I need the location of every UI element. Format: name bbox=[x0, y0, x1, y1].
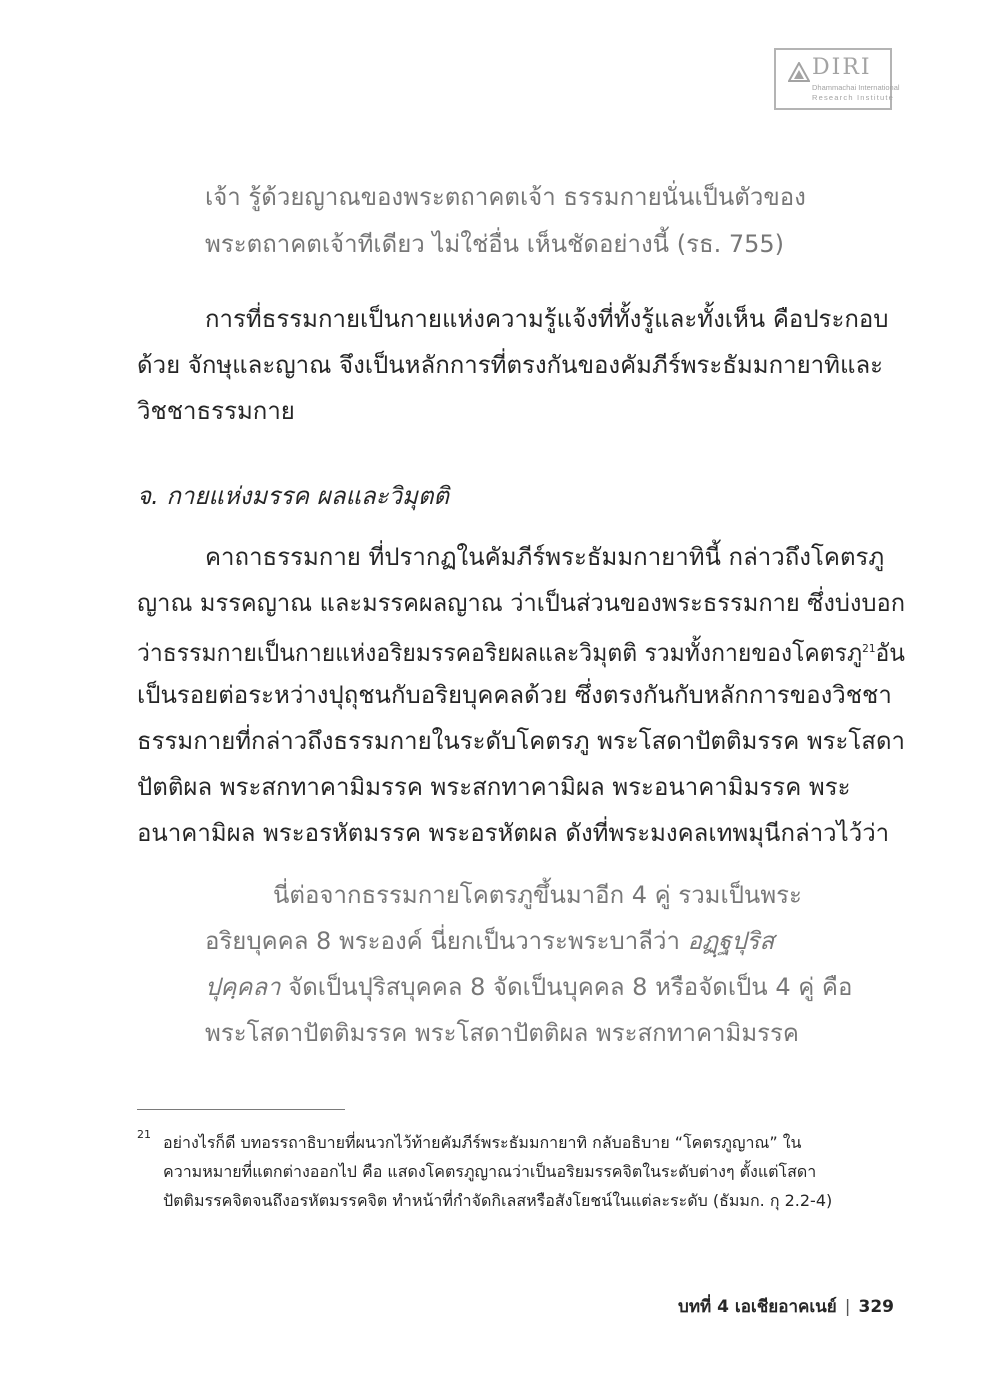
pali-term-1: อฏฺฐปุริส bbox=[687, 927, 775, 955]
page-number: 329 bbox=[858, 1297, 894, 1317]
triangle-logo-icon bbox=[788, 62, 810, 82]
page-footer bbox=[678, 1293, 894, 1320]
quote1-line-1: เจ้า รู้ด้วยญาณของพระตถาคตเจ้า ธรรมกายนั่นเป็นตัวของ bbox=[205, 183, 806, 211]
footnote-separator bbox=[137, 1109, 345, 1110]
footnote-line-2: ความหมายที่แตกต่างออกไป คือ แสดงโคตรภูญาณว่าเป็นอริยมรรคจิตในระดับต่างๆ ตั้งแต่โสดา bbox=[163, 1162, 817, 1181]
para2-line-1: คาถาธรรมกาย ที่ปรากฏในคัมภีร์พระธัมมกายาทินี้ กล่าวถึงโคตรภู bbox=[205, 543, 885, 571]
quote2-line-3 bbox=[205, 970, 852, 1004]
quote2-line-2-text: อริยบุคคล 8 พระองค์ นี่ยกเป็นวาระพระบาลีว่า bbox=[205, 927, 688, 955]
para1-line-1: การที่ธรรมกายเป็นกายแห่งความรู้แจ้งที่ทั้งรู้และทั้งเห็น คือประกอบ bbox=[205, 305, 889, 333]
quote2-line-4: พระโสดาปัตติมรรค พระโสดาปัตติผล พระสกทาคามิมรรค bbox=[205, 1019, 799, 1047]
section-heading: จ. กายแห่งมรรค ผลและวิมุตติ bbox=[137, 482, 449, 510]
para2-line-3 bbox=[137, 632, 905, 670]
para2-line-6: ปัตติผล พระสกทาคามิมรรค พระสกทาคามิผล พระอนาคามิมรรค พระ bbox=[137, 773, 851, 801]
diri-logo bbox=[774, 48, 900, 110]
footnote-line-1: อย่างไรก็ดี บทอรรถาธิบายที่ผนวกไว้ท้ายคัมภีร์พระธัมมกายาทิ กลับอธิบาย “โคตรภูญาณ” ใน bbox=[163, 1133, 802, 1152]
para1-line-3: วิชชาธรรมกาย bbox=[137, 397, 295, 425]
quote2-line-1: นี่ต่อจากธรรมกายโคตรภูขึ้นมาอีก 4 คู่ รวมเป็นพระ bbox=[273, 881, 802, 909]
quote2-line-3-text: จัดเป็นปุริสบุคคล 8 จัดเป็นบุคคล 8 หรือจัดเป็น 4 คู่ คือ bbox=[280, 973, 853, 1001]
para2-line-5: ธรรมกายที่กล่าวถึงธรรมกายในระดับโคตรภู พระโสดาปัตติมรรค พระโสดา bbox=[137, 727, 905, 755]
logo-name: DIRI bbox=[812, 55, 872, 80]
quote2-line-2 bbox=[205, 924, 774, 958]
para2-line-3-end: อัน bbox=[875, 639, 906, 667]
para2-line-4: เป็นรอยต่อระหว่างปุถุชนกับอริยบุคคลด้วย ซึ่งตรงกันกับหลักการของวิชชา bbox=[137, 681, 892, 709]
para2-line-7: อนาคามิผล พระอรหัตมรรค พระอรหัตผล ดังที่พระมงคลเทพมุนีกล่าวไว้ว่า bbox=[137, 819, 890, 847]
para2-line-3-text: ว่าธรรมกายเป็นกายแห่งอริยมรรคอริยผลและวิมุตติ รวมทั้งกายของโคตรภู bbox=[137, 639, 863, 667]
footnote-number: 21 bbox=[137, 1128, 151, 1141]
quote1-line-2: พระตถาคตเจ้าทีเดียว ไม่ใช่อื่น เห็นชัดอย่างนี้ (รธ. 755) bbox=[205, 230, 785, 258]
footer-separator: | bbox=[844, 1297, 851, 1317]
pali-term-2: ปุคฺคลา bbox=[205, 973, 281, 1001]
footnote-ref-21[interactable]: 21 bbox=[862, 642, 876, 655]
footnote-line-3: ปัตติมรรคจิตจนถึงอรหัตมรรคจิต ทำหน้าที่กำจัดกิเลสหรือสังโยชน์ในแต่ละระดับ (ธัมมก. กุ 2.2-4) bbox=[163, 1191, 833, 1210]
logo-subtitle-2: Research Institute bbox=[812, 93, 895, 102]
para2-line-2: ญาณ มรรคญาณ และมรรคผลญาณ ว่าเป็นส่วนของพระธรรมกาย ซึ่งบ่งบอก bbox=[137, 589, 906, 617]
logo-subtitle-1: Dhammachai International bbox=[812, 83, 900, 92]
chapter-title: บทที่ 4 เอเชียอาคเนย์ bbox=[678, 1297, 837, 1317]
para1-line-2: ด้วย จักษุและญาณ จึงเป็นหลักการที่ตรงกันของคัมภีร์พระธัมมกายาทิและ bbox=[137, 351, 884, 379]
